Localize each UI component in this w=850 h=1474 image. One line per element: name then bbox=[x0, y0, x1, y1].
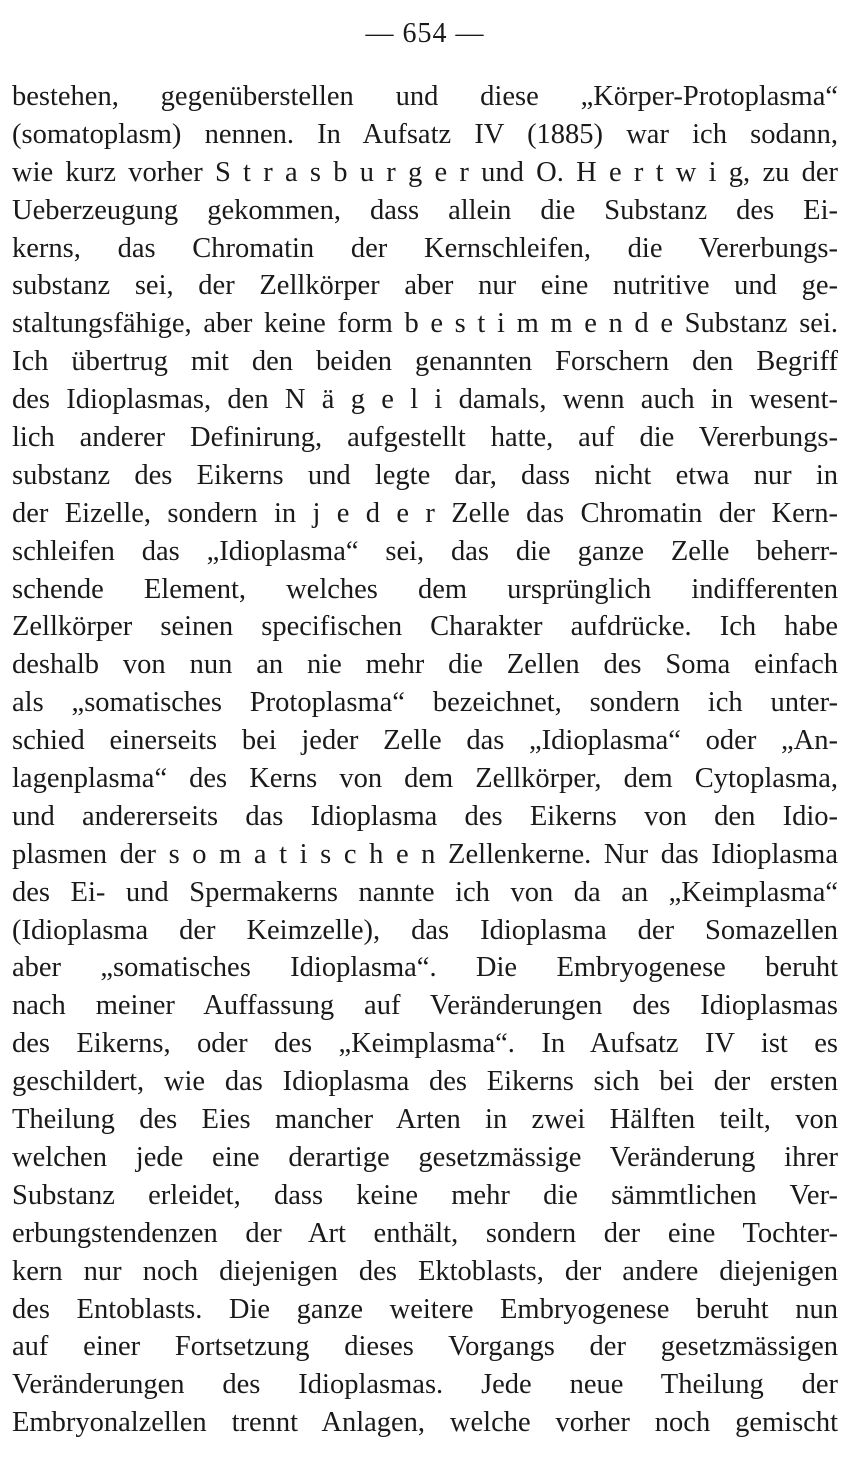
text-line: substanz sei, der Zellkörper aber nur eine nutritive und ge- bbox=[12, 270, 838, 302]
text-line: (somatoplasm) nennen. In Aufsatz IV (1885) war ich sodann, bbox=[12, 118, 838, 150]
text-line: der Eizelle, sondern in j e d e r Zelle das Chromatin der Kern- bbox=[12, 497, 838, 529]
text-line: plasmen der s o m a t i s c h e n Zellenkerne. Nur das Idioplasma bbox=[12, 838, 838, 870]
text-line: lich anderer Definirung, aufgestellt hatte, auf die Vererbungs- bbox=[12, 422, 838, 454]
text-line: schied einerseits bei jeder Zelle das „Idioplasma“ oder „An- bbox=[12, 725, 838, 757]
text-line: staltungsfähige, aber keine form b e s t i m m e n d e Substanz sei. bbox=[12, 308, 838, 340]
text-line: schende Element, welches dem ursprünglich indifferenten bbox=[12, 573, 838, 605]
text-line: als „somatisches Protoplasma“ bezeichnet, sondern ich unter- bbox=[12, 687, 838, 719]
text-line: Zellkörper seinen specifischen Charakter aufdrücke. Ich habe bbox=[12, 611, 838, 643]
text-line: Ich übertrug mit den beiden genannten Forschern den Begriff bbox=[12, 346, 838, 378]
text-line: und andererseits das Idioplasma des Eikerns von den Idio- bbox=[12, 800, 838, 832]
text-line: welchen jede eine derartige gesetzmässige Veränderung ihrer bbox=[12, 1141, 838, 1173]
text-line: Veränderungen des Idioplasmas. Jede neue Theilung der bbox=[12, 1369, 838, 1401]
text-line: Embryonalzellen trennt Anlagen, welche vorher noch gemischt bbox=[12, 1407, 838, 1439]
text-line: Substanz erleidet, dass keine mehr die sämmtlichen Ver- bbox=[12, 1179, 838, 1211]
text-line: lagenplasma“ des Kerns von dem Zellkörper, dem Cytoplasma, bbox=[12, 763, 838, 795]
text-line: kerns, das Chromatin der Kernschleifen, die Vererbungs- bbox=[12, 232, 838, 264]
text-line: (Idioplasma der Keimzelle), das Idioplasma der Somazellen bbox=[12, 914, 838, 946]
text-line: schleifen das „Idioplasma“ sei, das die ganze Zelle beherr- bbox=[12, 535, 838, 567]
text-line: auf einer Fortsetzung dieses Vorgangs der gesetzmässigen bbox=[12, 1331, 838, 1363]
text-line: kern nur noch diejenigen des Ektoblasts, der andere diejenigen bbox=[12, 1255, 838, 1287]
text-line: geschildert, wie das Idioplasma des Eikerns sich bei der ersten bbox=[12, 1066, 838, 1098]
text-line: aber „somatisches Idioplasma“. Die Embryogenese beruht bbox=[12, 952, 838, 984]
text-line: substanz des Eikerns und legte dar, dass nicht etwa nur in bbox=[12, 459, 838, 491]
body-text bbox=[12, 78, 838, 1442]
text-line: Theilung des Eies mancher Arten in zwei Hälften teilt, von bbox=[12, 1104, 838, 1136]
text-line: des Idioplasmas, den N ä g e l i damals, wenn auch in wesent- bbox=[12, 384, 838, 416]
text-line: wie kurz vorher S t r a s b u r g e r und O. H e r t w i g, zu der bbox=[12, 156, 838, 188]
text-line: des Eikerns, oder des „Keimplasma“. In Aufsatz IV ist es bbox=[12, 1028, 838, 1060]
text-line: nach meiner Auffassung auf Veränderungen des Idioplasmas bbox=[12, 990, 838, 1022]
page-number: — 654 — bbox=[365, 18, 485, 49]
text-line: des Ei- und Spermakerns nannte ich von da an „Keimplasma“ bbox=[12, 876, 838, 908]
text-line: des Entoblasts. Die ganze weitere Embryogenese beruht nun bbox=[12, 1293, 838, 1325]
text-line: erbungstendenzen der Art enthält, sondern der eine Tochter- bbox=[12, 1217, 838, 1249]
text-line: Ueberzeugung gekommen, dass allein die Substanz des Ei- bbox=[12, 194, 838, 226]
text-line: bestehen, gegenüberstellen und diese „Körper-Protoplasma“ bbox=[12, 81, 838, 112]
text-line: deshalb von nun an nie mehr die Zellen des Soma einfach bbox=[12, 649, 838, 681]
